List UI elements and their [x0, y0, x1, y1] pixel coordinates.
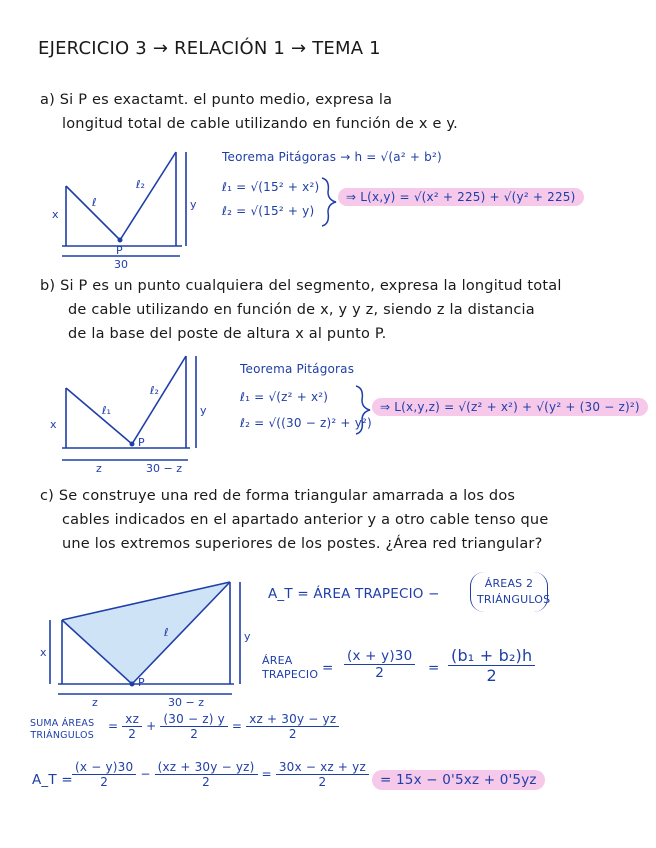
suma-f1-n: xz — [122, 712, 142, 727]
suma-f3-d: 2 — [288, 727, 297, 741]
fig-c-y-label: y — [244, 630, 251, 643]
area-frac-2 — [448, 646, 535, 685]
area-num-2: (b₁ + b₂)h — [448, 646, 535, 666]
part-a-line-1: a) Si P es exactamt. el punto medio, expresa la — [40, 92, 393, 108]
part-b-line-2: de cable utilizando en función de x, y y z, siendo z la distancia — [68, 302, 535, 318]
suma-label-2: TRIÁNGULOS — [30, 730, 94, 741]
part-a-l1-eq: ℓ₁ = √(15² + x²) — [222, 180, 320, 194]
fig-b-l2-label: ℓ₂ — [150, 384, 159, 397]
fig-c-p-label: P — [138, 676, 145, 689]
part-b-l2-eq: ℓ₂ = √((30 − z)² + y²) — [240, 416, 372, 430]
part-b-line-1: b) Si P es un punto cualquiera del segmento, expresa la longitud total — [40, 278, 562, 294]
fig-a-x-label: x — [52, 208, 59, 221]
part-a-theorem: Teorema Pitágoras → h = √(a² + b²) — [222, 150, 442, 164]
area-den-1: 2 — [375, 665, 385, 681]
final-result: = 15x − 0'5xz + 0'5yz — [372, 770, 545, 790]
part-b-l1-eq: ℓ₁ = √(z² + x²) — [240, 390, 329, 404]
suma-f2-d: 2 — [190, 727, 199, 741]
final-label: A_T = — [32, 772, 73, 788]
area-eq-2: = — [428, 660, 440, 676]
area-label-1: ÁREA — [262, 654, 293, 667]
fig-b-p-label: P — [138, 436, 145, 449]
fig-a-l1-label: ℓ — [92, 196, 97, 209]
page-title: EJERCICIO 3 → RELACIÓN 1 → TEMA 1 — [38, 38, 381, 59]
fig-b-x-label: x — [50, 418, 57, 431]
at-label: A_T = ÁREA TRAPECIO − — [268, 586, 440, 602]
part-a-result: ⇒ L(x,y) = √(x² + 225) + √(y² + 225) — [338, 188, 584, 206]
fig-a-base-label: 30 — [114, 258, 128, 271]
part-c-line-1: c) Se construye una red de forma triangular amarrada a los dos — [40, 488, 516, 504]
at-paren: ÁREAS 2 TRIÁNGULOS — [470, 572, 548, 612]
final-f1-d: 2 — [100, 775, 109, 789]
part-c-line-3: une los extremos superiores de los postes. ¿Área red triangular? — [62, 536, 543, 552]
fig-a-y-label: y — [190, 198, 197, 211]
suma-expression: = $\frac{xz}{2}$ + $\frac{(30 - z) y}{2}$ = $\frac{xz + 30y - yz}{2}$ — [108, 712, 339, 741]
suma-f2-n: (30 − z) y — [160, 712, 228, 727]
fig-c-x-label: x — [40, 646, 47, 659]
suma-f3-n: xz + 30y − yz — [246, 712, 339, 727]
part-c-line-2: cables indicados en el apartado anterior y a otro cable tenso que — [62, 512, 549, 528]
final-f1-n: (x − y)30 — [72, 760, 136, 775]
fig-a-p-label: P — [116, 244, 123, 257]
area-eq: = — [322, 660, 334, 676]
fig-b-l1-label: ℓ₁ — [102, 404, 111, 417]
final-expression: $\frac{(x - y)30}{2}$ − $\frac{(xz + 30y - yz)}{2}$ = $\frac{30x - xz + yz}{2}$ — [72, 760, 369, 789]
suma-label-1: SUMA ÁREAS — [30, 718, 95, 729]
final-f3-d: 2 — [318, 775, 327, 789]
part-b-theorem: Teorema Pitágoras — [240, 362, 355, 376]
final-f3-n: 30x − xz + yz — [276, 760, 369, 775]
area-num-1: (x + y)30 — [344, 648, 415, 665]
final-f2-d: 2 — [202, 775, 210, 789]
area-trapecio-label — [262, 654, 318, 682]
fig-b-z-label: z — [96, 462, 102, 475]
part-a-line-2: longitud total de cable utilizando en función de x e y. — [62, 116, 458, 132]
area-den-2: 2 — [486, 666, 497, 685]
suma-label — [30, 718, 94, 742]
part-a-l2-eq: ℓ₂ = √(15² + y) — [222, 204, 315, 218]
fig-b-y-label: y — [200, 404, 207, 417]
fig-a-l2-label: ℓ₂ — [136, 178, 145, 191]
fig-c-z-label: z — [92, 696, 98, 709]
final-f2-n: (xz + 30y − yz) — [155, 760, 258, 775]
part-b-line-3: de la base del poste de altura x al punto P. — [68, 326, 387, 342]
fig-c-l-label: ℓ — [164, 626, 169, 639]
fig-c-rest-label: 30 − z — [168, 696, 204, 709]
area-label-2: TRAPECIO — [262, 668, 319, 681]
fig-b-rest-label: 30 − z — [146, 462, 182, 475]
area-frac-1 — [344, 648, 415, 681]
suma-f1-d: 2 — [128, 727, 137, 741]
part-b-result: ⇒ L(x,y,z) = √(z² + x²) + √(y² + (30 − z)²) — [372, 398, 648, 416]
